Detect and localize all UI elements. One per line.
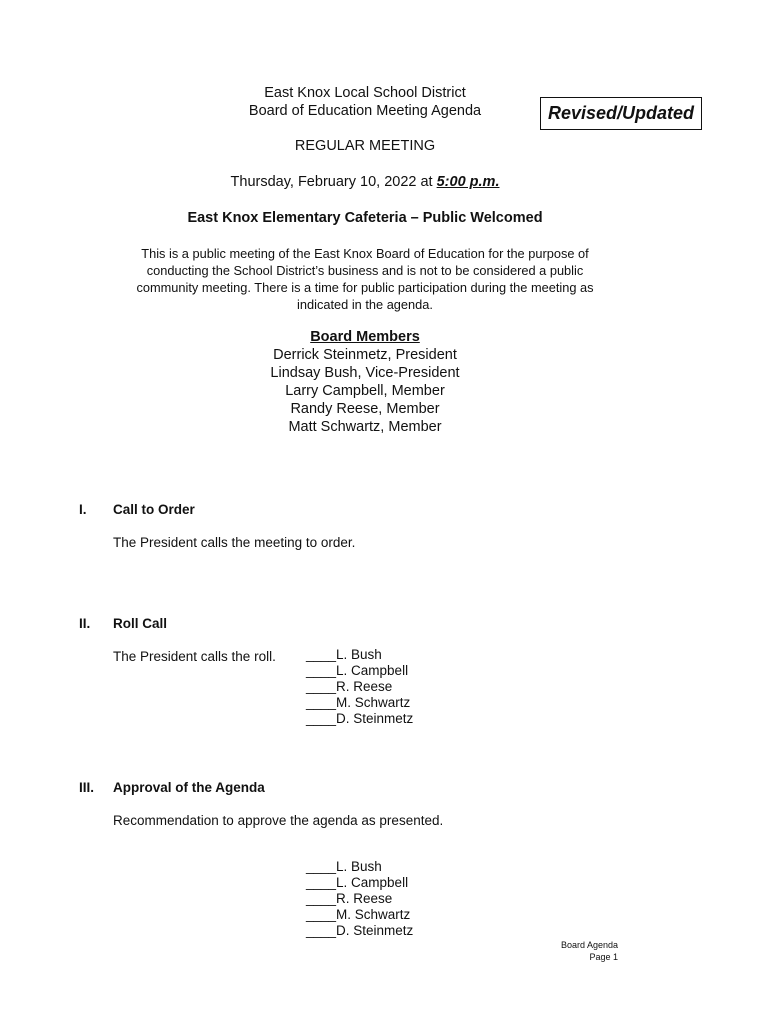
description-line: community meeting. There is a time for public participation during the meeting as bbox=[136, 280, 594, 295]
agenda-title: Board of Education Meeting Agenda bbox=[248, 103, 482, 119]
page-footer bbox=[561, 939, 618, 963]
roll-call-item: ____M. Schwartz bbox=[306, 907, 411, 922]
section-text: Recommendation to approve the agenda as presented. bbox=[113, 813, 444, 828]
section-number: III. bbox=[79, 780, 95, 795]
section-text: The President calls the roll. bbox=[113, 649, 276, 664]
roll-call-list bbox=[306, 859, 413, 939]
roll-call-item: ____L. Campbell bbox=[306, 663, 409, 678]
meeting-date-text: Thursday, February 10, 2022 at bbox=[230, 174, 437, 190]
roll-call-item: ____M. Schwartz bbox=[306, 695, 411, 710]
board-member: Lindsay Bush, Vice-President bbox=[270, 365, 460, 381]
roll-call-item: ____L. Campbell bbox=[306, 875, 409, 890]
page-number: Page 1 bbox=[589, 952, 618, 962]
description-line: This is a public meeting of the East Knox Board of Education for the purpose of bbox=[141, 246, 589, 261]
section-title: Approval of the Agenda bbox=[113, 780, 265, 795]
roll-call-item: ____D. Steinmetz bbox=[306, 711, 414, 726]
board-member: Larry Campbell, Member bbox=[285, 383, 445, 399]
board-members-heading: Board Members bbox=[310, 329, 420, 345]
board-member: Derrick Steinmetz, President bbox=[273, 347, 457, 363]
roll-call-item: ____R. Reese bbox=[306, 679, 393, 694]
section-number: II. bbox=[79, 616, 91, 631]
board-member: Randy Reese, Member bbox=[290, 401, 440, 417]
section-title: Roll Call bbox=[113, 616, 168, 631]
section-text: The President calls the meeting to order. bbox=[113, 535, 356, 550]
roll-call-list bbox=[306, 647, 413, 727]
meeting-location: East Knox Elementary Cafeteria – Public Welcomed bbox=[187, 210, 543, 226]
roll-call-item: ____L. Bush bbox=[306, 859, 382, 874]
description-line: conducting the School District’s business and is not to be considered a public bbox=[146, 263, 584, 278]
district-name: East Knox Local School District bbox=[264, 85, 466, 101]
footer-label: Board Agenda bbox=[560, 940, 618, 950]
revised-badge: Revised/Updated bbox=[540, 97, 702, 130]
board-member: Matt Schwartz, Member bbox=[288, 419, 442, 435]
meeting-description bbox=[0, 245, 730, 313]
roll-call-item: ____L. Bush bbox=[306, 647, 382, 662]
roll-call-item: ____D. Steinmetz bbox=[306, 923, 414, 938]
section-number: I. bbox=[79, 502, 87, 517]
section-title: Call to Order bbox=[113, 502, 195, 517]
meeting-date bbox=[0, 173, 730, 191]
meeting-type: REGULAR MEETING bbox=[294, 138, 436, 154]
meeting-time: 5:00 p.m. bbox=[436, 174, 500, 190]
board-members bbox=[0, 328, 730, 436]
description-line: indicated in the agenda. bbox=[297, 297, 433, 312]
roll-call-item: ____R. Reese bbox=[306, 891, 393, 906]
